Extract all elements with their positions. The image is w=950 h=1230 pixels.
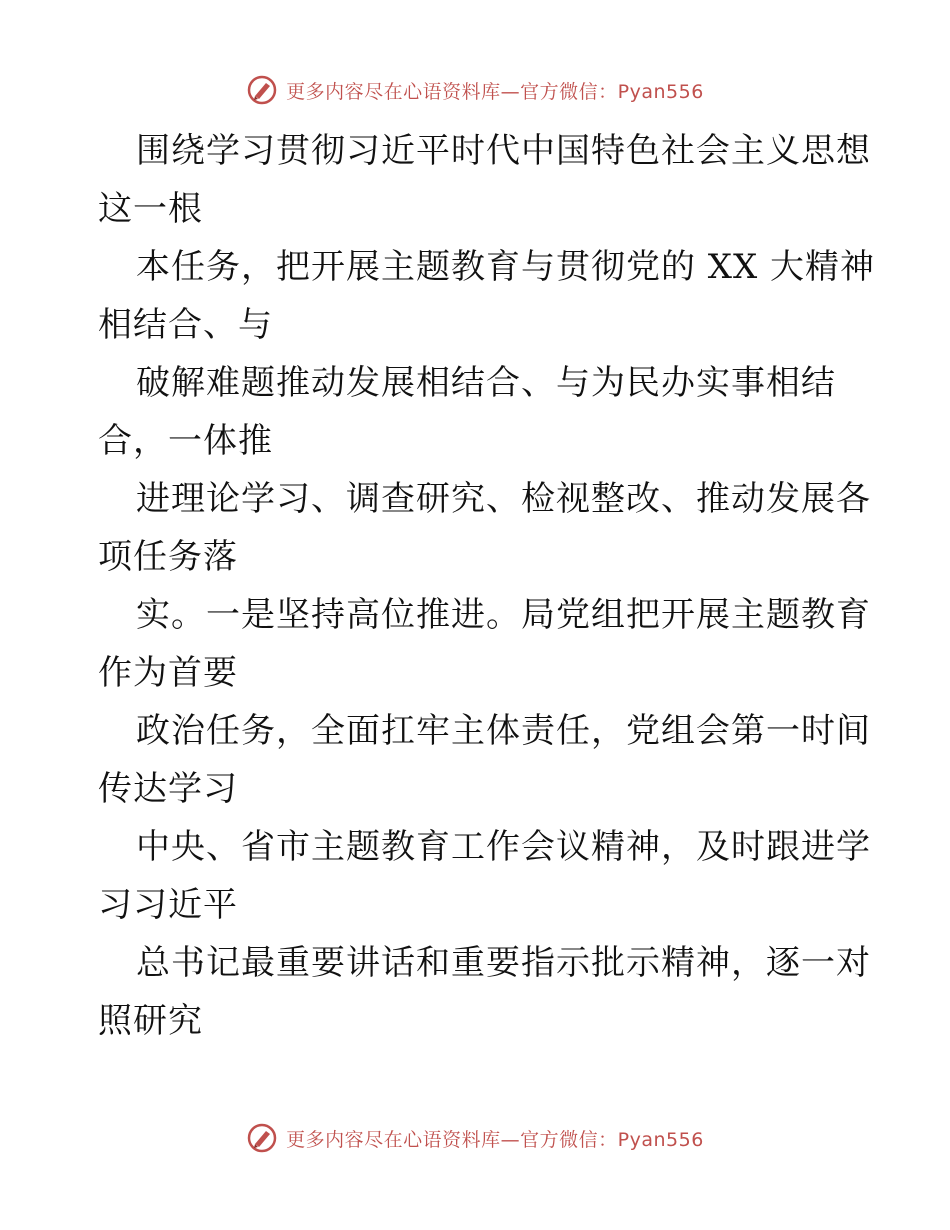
text-line: 本任务，把开展主题教育与贯彻党的 XX 大精神 <box>136 247 876 287</box>
document-body <box>98 122 876 1050</box>
header-banner-text: 更多内容尽在心语资料库—官方微信：Pyan556 <box>286 80 704 103</box>
text-line: 作为首要 <box>98 653 238 693</box>
text-line: 这一根 <box>98 189 203 229</box>
text-line: 围绕学习贯彻习近平时代中国特色社会主义思想 <box>136 131 871 171</box>
footer-banner-text: 更多内容尽在心语资料库—官方微信：Pyan556 <box>286 1128 704 1151</box>
text-line: 政治任务，全面扛牢主体责任，党组会第一时间 <box>136 711 871 751</box>
pen-seal-icon <box>246 74 278 106</box>
text-line: 破解难题推动发展相结合、与为民办实事相结 <box>136 363 836 403</box>
text-line: 实。一是坚持高位推进。局党组把开展主题教育 <box>136 595 871 635</box>
text-line: 习习近平 <box>98 885 238 925</box>
text-line: 总书记最重要讲话和重要指示批示精神，逐一对 <box>136 943 871 983</box>
text-line: 照研究 <box>98 1001 203 1041</box>
text-line: 项任务落 <box>98 537 238 577</box>
header-banner <box>0 70 950 110</box>
pen-seal-icon <box>246 1122 278 1154</box>
text-line: 相结合、与 <box>98 305 273 345</box>
footer-banner <box>0 1118 950 1158</box>
text-line: 传达学习 <box>98 769 238 809</box>
text-line: 进理论学习、调查研究、检视整改、推动发展各 <box>136 479 871 519</box>
text-line: 中央、省市主题教育工作会议精神，及时跟进学 <box>136 827 871 867</box>
text-line: 合，一体推 <box>98 421 273 461</box>
